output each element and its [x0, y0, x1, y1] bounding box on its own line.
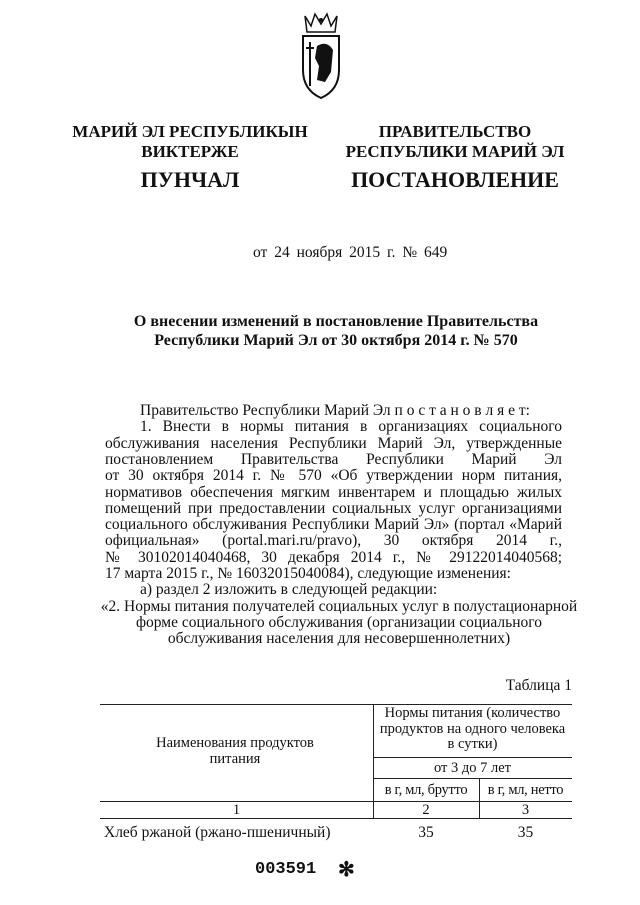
body-line: а) раздел 2 изложить в следующей редакции: [140, 581, 438, 599]
header-left [60, 122, 320, 162]
table-caption: Таблица 1 [505, 677, 572, 694]
title-line1: О внесении изменений в постановление Правительства [133, 313, 539, 330]
body-line: обслуживания населения для несовершеннолетних) [167, 630, 511, 648]
col-number-2: 2 [422, 802, 430, 818]
table-row-netto: 35 [517, 824, 534, 841]
title-line2: Республики Марий Эл от 30 октября 2014 г. № 570 [154, 332, 518, 349]
col3-header: в г, мл, нетто [487, 782, 564, 798]
header-right-line2: РЕСПУБЛИКИ МАРИЙ ЭЛ [345, 142, 565, 161]
date-line [253, 244, 447, 262]
body-line: Правительство Республики Марий Эл п о с т а н о в л я е т: [140, 402, 530, 419]
body-line: «2. Нормы питания получателей социальных услуг в полустационарной [100, 597, 578, 615]
col-number-1: 1 [232, 802, 241, 818]
col-number-3: 3 [521, 802, 530, 818]
header-right-line1: ПРАВИТЕЛЬСТВО [378, 122, 532, 141]
body-line: 17 марта 2015 г., № 16032015040084), следующие изменения: [105, 565, 511, 582]
body-line: форме социального обслуживания (организации социального [136, 613, 542, 631]
body-line: официальная» (portal.mari.ru/pravo), 30 октября 2014 г., [105, 533, 562, 550]
norms-header: Нормы питания (количество продуктов на одного человека в сутки) [379, 705, 566, 752]
asterisk-mark: ✻ [338, 859, 355, 881]
header-left-title: ПУНЧАЛ [140, 167, 240, 192]
document-number: 649 [424, 244, 448, 261]
body-line: нормативов обеспечения мягким инвентарем и площадью жилых [105, 484, 562, 501]
body-line: от 30 октября 2014 г. № 570 «Об утверждении норм питания, [105, 468, 562, 485]
body-line: помещений при предоставлении социальных услуг организациями [105, 500, 562, 517]
body-line: социального обслуживания Республики Марий Эл» (портал «Марий [105, 517, 562, 534]
body-line: № 30102014040468, 30 декабря 2014 г., № 29122014040568; [105, 549, 562, 566]
date-prefix: от [253, 244, 268, 261]
document-title [80, 312, 592, 350]
body-line: обслуживания населения Республики Марий Эл, утвержденные [105, 435, 562, 452]
col2-header: в г, мл, брутто [384, 782, 468, 798]
coat-of-arms-emblem [297, 10, 345, 102]
table-row-name: Хлеб ржаной (ржано-пшеничный) [104, 824, 331, 841]
col1-header: Наименования продуктов питания [156, 735, 314, 767]
serial-number: 003591 [255, 860, 317, 879]
header-right [335, 122, 575, 162]
age-group-header: от 3 до 7 лет [433, 760, 512, 776]
header-right-title: ПОСТАНОВЛЕНИЕ [351, 167, 559, 192]
header-left-line1: МАРИЙ ЭЛ РЕСПУБЛИКЫН [72, 122, 308, 141]
header-left-line2: ВИКТЕРЖЕ [141, 142, 239, 161]
document-date: 24 ноября 2015 г. [274, 244, 396, 261]
body-line: постановлением Правительства Республики Марий Эл [105, 451, 562, 468]
table-row-brutto: 35 [418, 824, 434, 841]
body-line: 1. Внести в нормы питания в организациях социального [140, 419, 562, 436]
number-label: № [402, 244, 418, 261]
